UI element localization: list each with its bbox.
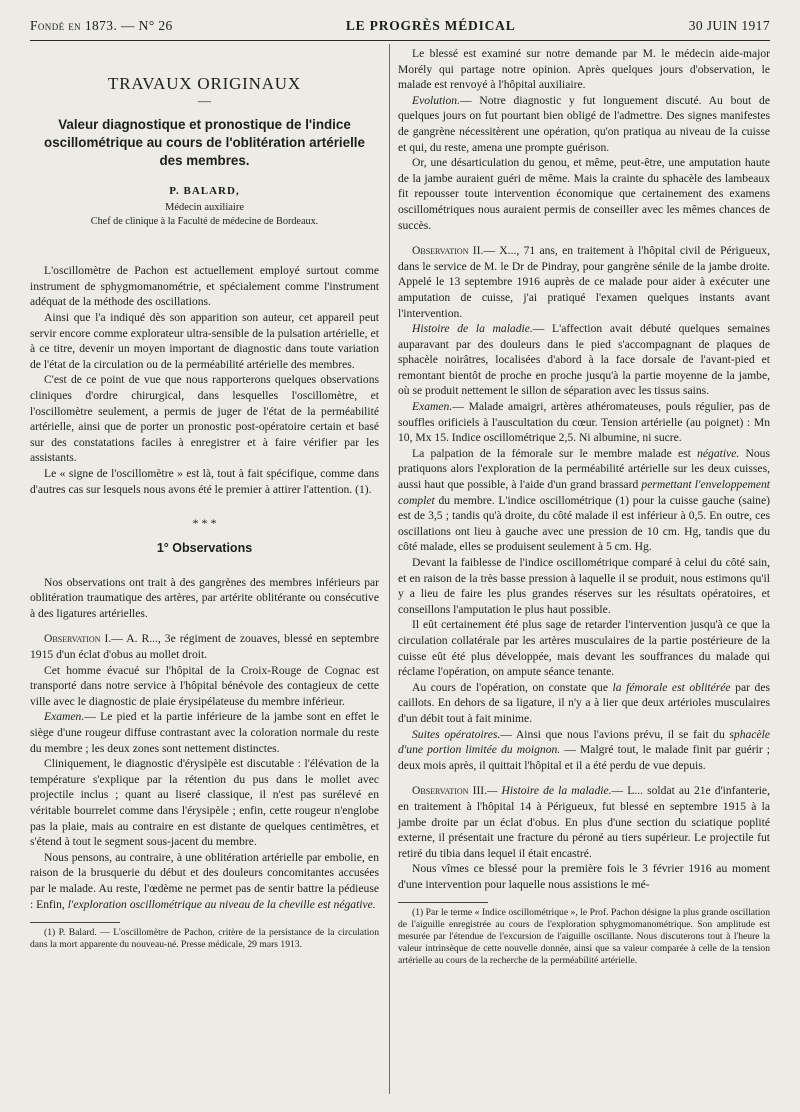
- paragraph: L'oscillomètre de Pachon est actuellement employé surtout comme instrument de sphygmomanométrie, et spécialement comme l'instrument adéquat de la méthode des oscillations.: [30, 264, 379, 309]
- paragraph-text: par des caillots. En dehors de sa ligature, il n'y a à lier que deux artérioles musculaires d'un débit tout à fait minime.: [398, 680, 770, 725]
- running-header: [30, 15, 770, 37]
- paragraph: Cet homme évacué sur l'hôpital de la Croix-Rouge de Cognac est transporté dans notre service à l'hôpital bénévole des contagieux de cette ville avec le diagnostic de plaie érysipélateuse du membre inférieur.: [30, 663, 379, 708]
- paragraph: Or, une désarticulation du genou, et même, peut-être, une amputation haute de la jambe auraient guéri de même. Mais la crainte du sphacèle des lambeaux fit repousser toute intervention économique que certainement des examens oscillométriques nous auraient permis de conseiller avec les mêmes chances de succès.: [398, 156, 770, 232]
- run-in-label: Examen.: [44, 710, 85, 724]
- paragraph-text: — Malade amaigri, artères athéromateuses, pouls régulier, pas de souffles orificiels à l'auscultation du cœur. Tension artérielle (au poignet) : Mn 10, Mx 15. Indice oscillométrique 2,5. Ni albumine, ni sucre.: [398, 400, 770, 445]
- observation-paragraph: [30, 631, 379, 662]
- footnote: (1) Par le terme « Indice oscillométrique », le Prof. Pachon désigne la plus grande oscillation de l'aiguille enregistrée au cours de l'exploration sphygmomanométrique. Son amplitude est mesurée par l'étendue de l'excursion de l'aiguille oscillante. Nous discuterons tout à l'heure la valeur intrinsèque de cette nouvelle donnée, ainsi que sa valeur comparée à celle de la tension artérielle au cours de la recherche de la perméabilité artérielle.: [398, 907, 770, 967]
- emphasis-text: sphacèle d'une portion limitée du moignon.: [398, 727, 770, 757]
- observation-text: — L... soldat au 21e d'infanterie, en traitement à l'hôpital 14 à Périgueux, fut blessé en septembre 1915 à la jambe droite par un éclat d'obus. En plus d'une section du sciatique poplité externe, il présentait une fracture du péroné au tiers supérieur. Le projectile fut retiré du tibia dans lequel il était encastré.: [398, 784, 770, 860]
- subheading-observations: 1° Observations: [156, 541, 253, 556]
- paragraph: Il eût certainement été plus sage de retarder l'intervention jusqu'à ce que la circulation collatérale par les artères musculaires de la partie postérieure de la cuisse eût été plus développée, mais devant les souffrances du malade qui réclame l'opération, on ampute séance tenante.: [398, 618, 770, 679]
- observation-paragraph: [398, 243, 770, 321]
- run-in-label: Suites opératoires.: [412, 727, 501, 741]
- paragraph-text: — L'affection avait débuté quelques semaines auparavant par des douleurs dans le pied s'accompagnant de plaques de sphacèle noirâtres, localisées d'abord à la face dorsale de l'avant-pied et remontant bientôt de proche en proche jusqu'à la partie moyenne de la jambe, où se produit nettement le sillon de séparation avec les tissus sains.: [398, 322, 770, 398]
- title-dash: —: [198, 92, 211, 108]
- paragraph: [398, 93, 770, 155]
- paragraph-text: — Ainsi que nous l'avions prévu, il se fait du: [500, 727, 730, 741]
- emphasis-text: négative.: [697, 446, 740, 460]
- paragraph-text: Nous pensons, au contraire, à une oblitération artérielle par embolie, en raison de la brusquerie du début et des douleurs concomitantes accusées par le malade. Au reste, l'œdème ne permet pas de sentir battre la pédieuse : Enfin,: [30, 850, 379, 911]
- author-role: Médecin auxiliaire: [164, 202, 244, 214]
- paragraph: Le « signe de l'oscillomètre » est là, tout à fait spécifique, comme dans d'autres cas sur lesquels nous avons été le premier à attirer l'attention. (1).: [30, 466, 379, 496]
- paragraph-text: — Malgré tout, le malade finit par guérir ; deux mois après, il quittait l'hôpital et il a été perdu de vue depuis.: [398, 743, 771, 772]
- header-founded-issue: Fondé en 1873. — N° 26: [30, 18, 173, 33]
- header-rule: [30, 40, 770, 41]
- paragraph: [398, 727, 770, 774]
- footnote: (1) P. Balard. — L'oscillomètre de Pachon, critère de la persistance de la circulation dans la mort apparente du nouveau-né. Presse médicale, 29 mars 1913.: [30, 927, 379, 951]
- observation-label: Observation II.: [412, 244, 484, 258]
- paragraph: [398, 321, 770, 399]
- paragraph: [398, 680, 770, 727]
- run-in-label: Evolution.: [412, 93, 460, 107]
- paragraph: Le blessé est examiné sur notre demande par M. le médecin aide-major Morély qui partage notre opinion. Après quelques jours d'observation, le malade est renvoyé à l'hôpital auxiliaire.: [398, 47, 770, 92]
- paragraph: Nous vîmes ce blessé pour la première fois le 3 février 1916 au moment d'une intervention pour laquelle nous assistions le mé-: [398, 862, 770, 891]
- column-divider: [389, 44, 390, 1094]
- author-name: P. BALARD,: [169, 184, 240, 197]
- paragraph-text: du membre. L'indice oscillométrique (1) pour la cuisse gauche (saine) est de 3,5 ; tandis qu'à droite, du côté malade il est inférieur à 0,5. En outre, ces oscillations ont lieu à gauche avec une pression de 10 cm. Hg, tandis que du côté malade, elles se produisent seulement à 5 cm. Hg.: [398, 493, 770, 554]
- observation-text: — X..., 71 ans, en traitement à l'hôpital civil de Périgueux, dans le service de M. le Dr de Pindray, pour gangrène sénile de la jambe droite. Appelé le 13 septembre 1916 auprès de ce malade pour aider à exécuter une amputation de cuisse, j'ai pratiqué l'examen quelques instants avant l'intervention.: [398, 244, 770, 320]
- section-stars: * * *: [192, 516, 217, 531]
- journal-title: LE PROGRÈS MÉDICAL: [345, 18, 516, 33]
- observation-text: — A. R..., 3e régiment de zouaves, blessé en septembre 1915 d'un éclat d'obus au mollet droit.: [30, 632, 380, 662]
- footnote-rule: [398, 902, 488, 903]
- left-column: [30, 46, 379, 951]
- paragraph: [30, 709, 379, 756]
- observation-paragraph: [398, 783, 770, 861]
- paragraph: Cliniquement, le diagnostic d'érysipèle est discutable : l'élévation de la température s'explique par la rétention du pus dans le mollet avec projectile inclus ; quant au liseré classique, il n'est pas surélevé en véritable bourrelet comme dans l'érysipèle ; enfin, cette rougeur n'englobe pas la plaie, mais au contraire en est distante de quelques centimètres, et s'étend à tout le segment sous-jacent du membre.: [30, 757, 379, 849]
- run-in-label: Examen.: [412, 400, 453, 414]
- header-date: 30 JUIN 1917: [688, 18, 770, 33]
- paragraph: [398, 446, 770, 555]
- paragraph-text: Nous pratiquons alors l'exploration de la perméabilité artérielle sur les deux cuisses, aussi haut que possible, à l'aide d'un grand brassard: [398, 446, 770, 492]
- emphasis-text: l'exploration oscillométrique au niveau de la cheville est négative.: [67, 897, 376, 911]
- paragraph-text: La palpation de la fémorale sur le membre malade est: [412, 446, 698, 460]
- paragraph: [398, 399, 770, 446]
- paragraph: Ainsi que l'a indiqué dès son apparition son auteur, cet appareil peut servir encore comme explorateur ultra-sensible de la pulsation artérielle, et à ce titre, devenir un moyen important de diagnostic dans toute variation de l'état de la circulation ou de la perméabilité artérielle des membres.: [30, 310, 379, 371]
- observation-label: Observation III.: [412, 784, 488, 798]
- footnote-rule: [30, 922, 120, 923]
- observation-label: Observation I.: [44, 632, 112, 646]
- emphasis-text: permettant l'enveloppement complet: [398, 478, 770, 507]
- run-in-label: — Histoire de la maladie.: [487, 784, 612, 798]
- emphasis-text: la fémorale est oblitérée: [612, 680, 731, 694]
- article-title: Valeur diagnostique et pronostique de l'indice oscillométrique au cours de l'oblitération artérielle des membres.: [44, 116, 365, 168]
- paragraph-text: — Notre diagnostic y fut longuement discuté. Au bout de quelques jours on fut pourtant bien obligé de l'admettre. Des signes manifestes de gangrène nécessitèrent une opération, qu'on pratiqua au niveau de la cuisse et qui, du reste, amena une prompte guérison.: [398, 93, 770, 154]
- author-affiliation: Chef de clinique à la Faculté de médecine de Bordeaux.: [90, 216, 319, 228]
- section-title: TRAVAUX ORIGINAUX: [108, 74, 301, 93]
- right-column: [398, 46, 770, 967]
- paragraph: Nos observations ont trait à des gangrènes des membres inférieurs par oblitération traumatique des artères, par artérite oblitérante ou consécutive à des ligatures artérielles.: [30, 575, 379, 620]
- paragraph: C'est de ce point de vue que nous rapporterons quelques observations cliniques d'ordre chirurgical, dans lesquelles l'oscillomètre, et l'oscillomètre seulement, a permis de juger de l'état de la perméabilité artérielle, ainsi que de porter un pronostic post-opératoire certain et basé sur des constatations faciles à enregistrer et à faire vérifier par les assistants.: [30, 373, 379, 465]
- paragraph: Devant la faiblesse de l'indice oscillométrique comparé à celui du côté sain, et en raison de la très basse pression à laquelle il se produit, nous estimons qu'il y a lieu de faire les plus grandes réserves sur les résultats opératoires, et conseillons l'amputation le plus haut possible.: [398, 556, 770, 616]
- run-in-label: Histoire de la maladie.: [412, 322, 533, 336]
- paragraph: [30, 850, 379, 912]
- paragraph-text: Au cours de l'opération, on constate que: [412, 680, 613, 694]
- paragraph-text: — Le pied et la partie inférieure de la jambe sont en effet le siège d'une rougeur diffuse contrastant avec la coloration normale du reste du membre ; les deux zones sont nettement distinctes.: [30, 710, 379, 755]
